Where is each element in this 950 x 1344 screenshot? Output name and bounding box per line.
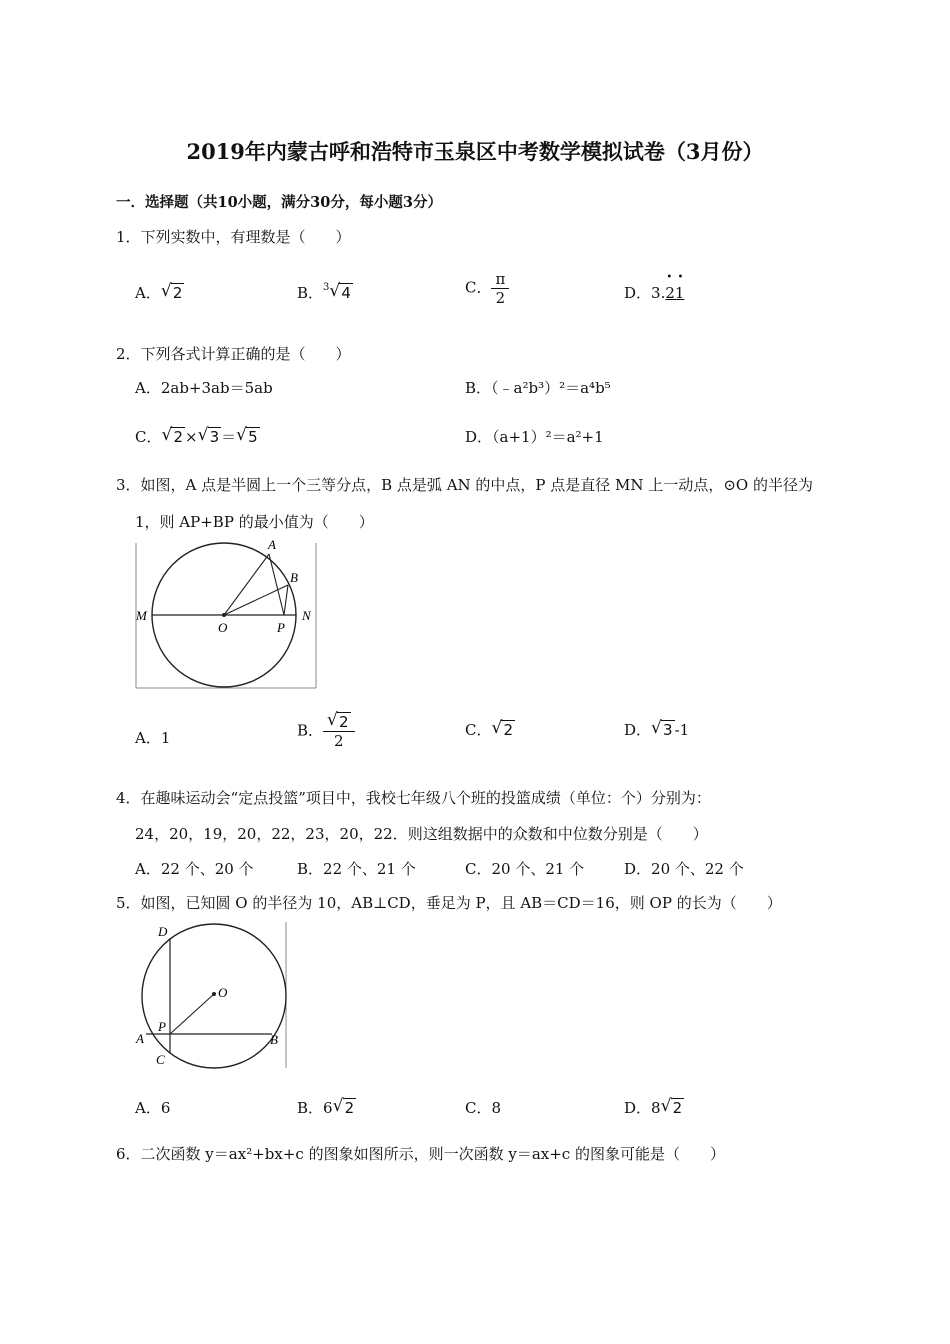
repeating-digits-text: 21	[665, 284, 685, 302]
q4-option-b: B．22 个、21 个	[297, 860, 416, 878]
option-value: 1	[160, 729, 171, 747]
sqrt-expression: √ 2	[491, 718, 514, 739]
repeating-digits: • • 21	[665, 272, 685, 302]
coefficient: 8	[651, 1099, 661, 1117]
q1-option-d	[624, 272, 685, 303]
sqrt-argument: 3	[663, 721, 673, 739]
q4-option-c: C．20 个、21 个	[465, 860, 585, 878]
q1-option-b	[297, 282, 353, 303]
q3-option-a	[135, 727, 170, 748]
option-label: C．	[465, 278, 492, 297]
label-o: O	[218, 985, 228, 1000]
fraction	[323, 710, 355, 750]
q2-option-a: A．2ab+3ab＝5ab	[135, 379, 273, 397]
q5-option-b	[297, 1097, 356, 1118]
sqrt-expression: √ 2	[327, 710, 349, 731]
fraction	[491, 270, 509, 307]
option-label: B．	[297, 721, 324, 740]
segment-oa	[224, 554, 269, 615]
label-a: A	[268, 538, 276, 552]
q2-option-d: D．（a+1）²＝a²+1	[465, 428, 604, 446]
sqrt-argument: 2	[339, 713, 349, 731]
q1-option-a	[135, 282, 184, 303]
sqrt-argument: 4	[341, 284, 351, 302]
q2-option-b: B．（﹣a²b³）²＝a⁴b⁵	[465, 379, 611, 397]
segment-ob	[224, 585, 288, 615]
label-c: C	[156, 1052, 165, 1067]
equals-sign: ＝	[221, 428, 237, 446]
question-2-stem: 2．下列各式计算正确的是（ ）	[116, 345, 351, 363]
question-4-stem-line1: 4．在趣味运动会“定点投篮”项目中，我校七年级八个班的投篮成绩（单位：个）分别为：	[116, 789, 711, 807]
q2-option-c	[135, 426, 260, 447]
q3-option-d	[624, 719, 689, 740]
label-o: O	[218, 620, 228, 635]
q5-option-a: A．6	[135, 1099, 171, 1117]
segment-ap	[269, 554, 284, 615]
option-tail: -1	[674, 721, 690, 739]
question-3-figure	[130, 538, 325, 693]
sqrt-argument: 5	[248, 428, 258, 446]
label-b: B	[290, 570, 298, 585]
q4-option-a: A．22 个、20 个	[135, 860, 254, 878]
q4-option-d: D．20 个、22 个	[624, 860, 744, 878]
question-5-figure	[130, 918, 295, 1076]
decimal-value: 3.	[651, 284, 666, 302]
sqrt-argument: 2	[672, 1099, 683, 1117]
q5-option-d	[624, 1097, 684, 1118]
question-1-stem: 1．下列实数中，有理数是（ ）	[116, 228, 351, 246]
sqrt-expression: √ 2	[161, 425, 184, 446]
question-4-stem-line2: 24，20，19，20，22，23，20，22．则这组数据中的众数和中位数分别是（ ）	[135, 825, 708, 843]
label-p: P	[158, 1019, 166, 1034]
option-label: C．	[135, 428, 162, 446]
sqrt-argument: 3	[209, 428, 220, 446]
sqrt-argument: 2	[503, 721, 514, 739]
q3-option-c	[465, 719, 515, 740]
fraction-numerator: π	[491, 270, 509, 289]
sqrt-expression: √ 2	[660, 1096, 683, 1117]
section-heading: 一．选择题（共10小题，满分30分，每小题3分）	[116, 194, 442, 211]
question-5-stem: 5．如图，已知圆 O 的半径为 10，AB⊥CD，垂足为 P，且 AB＝CD＝16，则 OP 的长为（ ）	[116, 894, 782, 912]
q5-option-c: C．8	[465, 1099, 502, 1117]
q3-option-b	[297, 710, 355, 750]
segment-op	[170, 994, 214, 1034]
option-label: D．	[624, 721, 652, 739]
question-3-stem-line2: 1，则 AP+BP 的最小值为（ ）	[135, 513, 374, 531]
center-point	[222, 613, 226, 617]
question-6-stem: 6．二次函数 y＝ax²+bx+c 的图象如图所示，则一次函数 y＝ax+c 的图象可能是（ ）	[116, 1145, 725, 1163]
label-b: B	[270, 1032, 278, 1047]
center-point	[212, 992, 216, 996]
option-label: A．	[135, 729, 161, 747]
sqrt-expression: √ 2	[160, 281, 183, 302]
option-label: B．	[297, 1099, 324, 1117]
question-3-stem-line1: 3．如图，A 点是半圆上一个三等分点，B 点是弧 AN 的中点，P 点是直径 MN 上一动点，⊙O 的半径为	[116, 476, 813, 494]
operator: ×	[185, 428, 198, 446]
cube-root-expression: √ 4	[329, 281, 351, 302]
label-p: P	[277, 620, 285, 635]
option-label: D．	[624, 284, 652, 302]
q1-option-c	[465, 270, 509, 307]
option-label: D．	[624, 1099, 652, 1117]
fraction-denominator: 2	[334, 732, 344, 750]
page-title: 2019年内蒙古呼和浩特市玉泉区中考数学模拟试卷（3月份）	[186, 139, 764, 164]
sqrt-argument: 2	[344, 1099, 355, 1117]
option-label: A．	[135, 284, 161, 302]
option-label: C．	[465, 721, 492, 739]
sqrt-argument: 2	[173, 428, 184, 446]
sqrt-expression: √ 2	[332, 1096, 355, 1117]
label-a: A	[136, 1031, 144, 1046]
sqrt-expression: √ 3	[651, 718, 673, 739]
fraction-numerator	[323, 710, 355, 732]
root-index: 3	[323, 282, 330, 293]
sqrt-expression: √ 3	[197, 425, 220, 446]
sqrt-argument: 2	[172, 284, 183, 302]
coefficient: 6	[323, 1099, 333, 1117]
segment-bp	[284, 585, 288, 615]
sqrt-expression: √ 5	[236, 425, 258, 446]
option-label: B．	[297, 284, 324, 302]
fraction-denominator: 2	[495, 289, 506, 307]
label-m: M	[136, 608, 147, 623]
label-n: N	[302, 608, 311, 623]
label-d: D	[158, 924, 168, 939]
